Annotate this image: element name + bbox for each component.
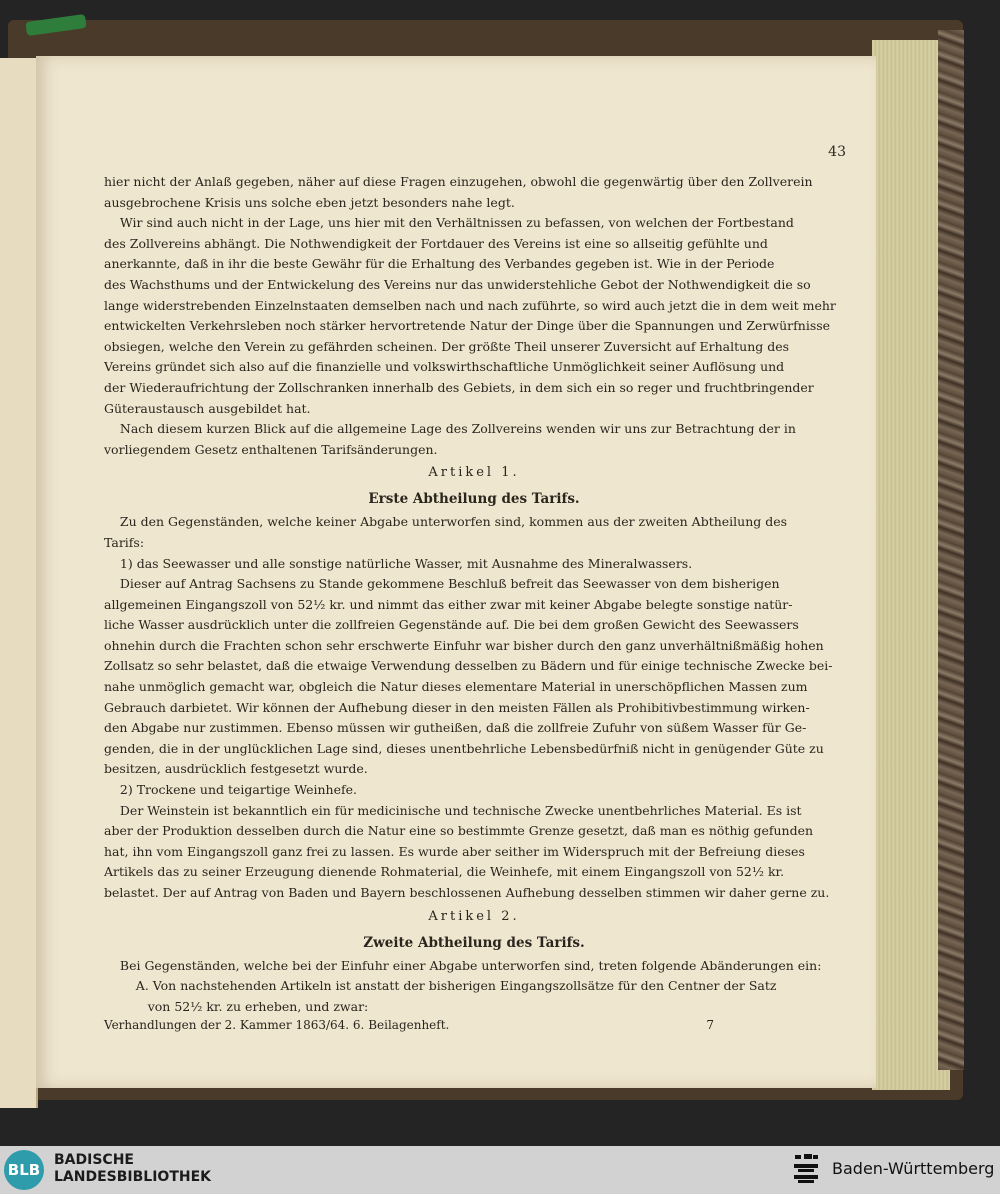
text-line: hat, ihn vom Eingangszoll ganz frei zu lassen. Es wurde aber seither im Widerspruch mit der Befreiung dieses — [104, 843, 805, 859]
text-line: Tarifs: — [104, 534, 145, 550]
marbled-cover-edge — [938, 30, 964, 1070]
text-line: Zollsatz so sehr belastet, daß die etwaige Verwendung desselben zu Bädern und für einige technische Zwecke bei- — [104, 658, 833, 674]
text-line: anerkannte, daß in ihr die beste Gewähr für die Erhaltung des Verbandes gegeben ist. Wie in der Periode — [104, 256, 775, 272]
text-line: Güteraustausch ausgebildet hat. — [104, 400, 311, 416]
text-line: nahe unmöglich gemacht war, obgleich die Natur dieses elementare Material in unerschöpflichen Massen zum — [104, 679, 808, 695]
text-line: den Abgabe nur zustimmen. Ebenso müssen wir gutheißen, daß die zollfreie Zufuhr von süßem Wasser für Ge- — [104, 720, 807, 736]
text-line: Nach diesem kurzen Blick auf die allgemeine Lage des Zollvereins wenden wir uns zur Betrachtung der in — [104, 421, 796, 437]
text-line: ausgebrochene Krisis uns solche eben jetzt besonders nahe legt. — [104, 194, 515, 210]
library-name-line2: LANDESBIBLIOTHEK — [54, 1169, 212, 1185]
text-line: Gebrauch darbietet. Wir können der Aufhebung dieser in den meisten Fällen als Prohibitivbestimmung wirken- — [104, 699, 810, 715]
section-subheading: Zweite Abtheilung des Tarifs. — [363, 934, 585, 951]
text-line: Zu den Gegenständen, welche keiner Abgabe unterworfen sind, kommen aus der zweiten Abtheilung des — [104, 514, 788, 530]
text-line: lange widerstrebenden Einzelnstaaten demselben nach und nach zuführte, so wird auch jetzt die in dem weit mehr — [104, 297, 836, 313]
text-line: vorliegendem Gesetz enthaltenen Tarifsänderungen. — [104, 441, 438, 457]
section-subheading: Erste Abtheilung des Tarifs. — [368, 491, 580, 508]
state-name[interactable]: Baden-Württemberg — [832, 1159, 995, 1178]
text-line: allgemeinen Eingangszoll von 52½ kr. und nimmt das either zwar mit keiner Abgabe belegte sonstige natür- — [104, 596, 793, 612]
text-line: genden, die in der unglücklichen Lage sind, dieses unentbehrliche Lebensbedürfniß nicht in genügender Güte zu — [104, 740, 824, 756]
article-heading: Artikel 2. — [428, 908, 520, 924]
text-line: Artikels das zu seiner Erzeugung dienende Rohmaterial, die Weinhefe, mit einem Eingangszoll von 52½ kr. — [104, 864, 785, 880]
footer-sheet-number: 7 — [706, 1018, 714, 1032]
page-footer — [104, 1018, 714, 1032]
document-page — [36, 56, 876, 1088]
library-name[interactable] — [54, 1152, 211, 1186]
text-line: aber der Produktion desselben durch die Natur eine so bestimmte Grenze gesetzt, daß man es nöthig gefunden — [104, 823, 814, 839]
text-line: Vereins gründet sich also auf die finanzielle und volkswirthschaftliche Unmöglichkeit seiner Auflösung und — [104, 359, 785, 375]
text-line: 1) das Seewasser und alle sonstige natürliche Wasser, mit Ausnahme des Mineralwassers. — [104, 555, 693, 571]
text-line: besitzen, ausdrücklich festgesetzt wurde. — [104, 761, 368, 777]
baden-wuerttemberg-lion-icon[interactable] — [792, 1152, 820, 1188]
text-line: entwickelten Verkehrsleben noch stärker hervortretende Natur der Dinge über die Spannungen und Zerwürfnisse — [104, 318, 831, 334]
page-number: 43 — [828, 144, 846, 160]
text-line: A. Von nachstehenden Artikeln ist anstatt der bisherigen Eingangszollsätze für den Centner der Satz — [104, 978, 777, 994]
library-name-line1: BADISCHE — [54, 1152, 134, 1168]
text-line: Der Weinstein ist bekanntlich ein für medicinische und technische Zwecke unentbehrliches Material. Es ist — [104, 802, 802, 818]
text-line: 2) Trockene und teigartige Weinhefe. — [104, 782, 357, 798]
text-line: obsiegen, welche den Verein zu gefährden scheinen. Der größte Theil unserer Zuversicht auf Erhaltung des — [104, 338, 790, 354]
text-line: Bei Gegenständen, welche bei der Einfuhr einer Abgabe unterworfen sind, treten folgende Abänderungen ein: — [104, 957, 822, 973]
article-heading: Artikel 1. — [428, 465, 520, 481]
text-line: des Wachsthums und der Entwickelung des Vereins nur das unwiderstehliche Gebot der Nothwendigkeit die so — [104, 276, 811, 292]
text-line: des Zollvereins abhängt. Die Nothwendigkeit der Fortdauer des Vereins ist eine so allseitig gefühlte und — [104, 235, 768, 251]
text-line: ohnehin durch die Frachten schon sehr erschwerte Einfuhr war bisher durch den ganz unverhältnißmäßig hohen — [104, 637, 824, 653]
text-line: liche Wasser ausdrücklich unter die zollfreien Gegenstände auf. Die bei dem großen Gewicht des Seewassers — [104, 617, 799, 633]
left-page-edge — [0, 58, 38, 1108]
blb-logo[interactable]: BLB — [4, 1150, 44, 1190]
library-banner — [0, 1146, 1000, 1194]
text-line: Dieser auf Antrag Sachsens zu Stande gekommene Beschluß befreit das Seewasser von dem bisherigen — [104, 576, 780, 592]
text-line: hier nicht der Anlaß gegeben, näher auf diese Fragen einzugehen, obwohl die gegenwärtig über den Zollverein — [104, 174, 813, 189]
text-line: der Wiederaufrichtung der Zollschranken innerhalb des Gebiets, in dem sich ein so reger und fruchtbringender — [104, 379, 814, 395]
footer-source: Verhandlungen der 2. Kammer 1863/64. 6. Beilagenheft. — [104, 1018, 450, 1032]
text-line: von 52½ kr. zu erheben, und zwar: — [104, 998, 369, 1014]
text-line: belastet. Der auf Antrag von Baden und Bayern beschlossenen Aufhebung desselben stimmen wir daher gerne zu. — [104, 885, 830, 900]
page-text — [104, 172, 844, 1017]
text-line: Wir sind auch nicht in der Lage, uns hier mit den Verhältnissen zu befassen, von welchen der Fortbestand — [104, 215, 794, 231]
